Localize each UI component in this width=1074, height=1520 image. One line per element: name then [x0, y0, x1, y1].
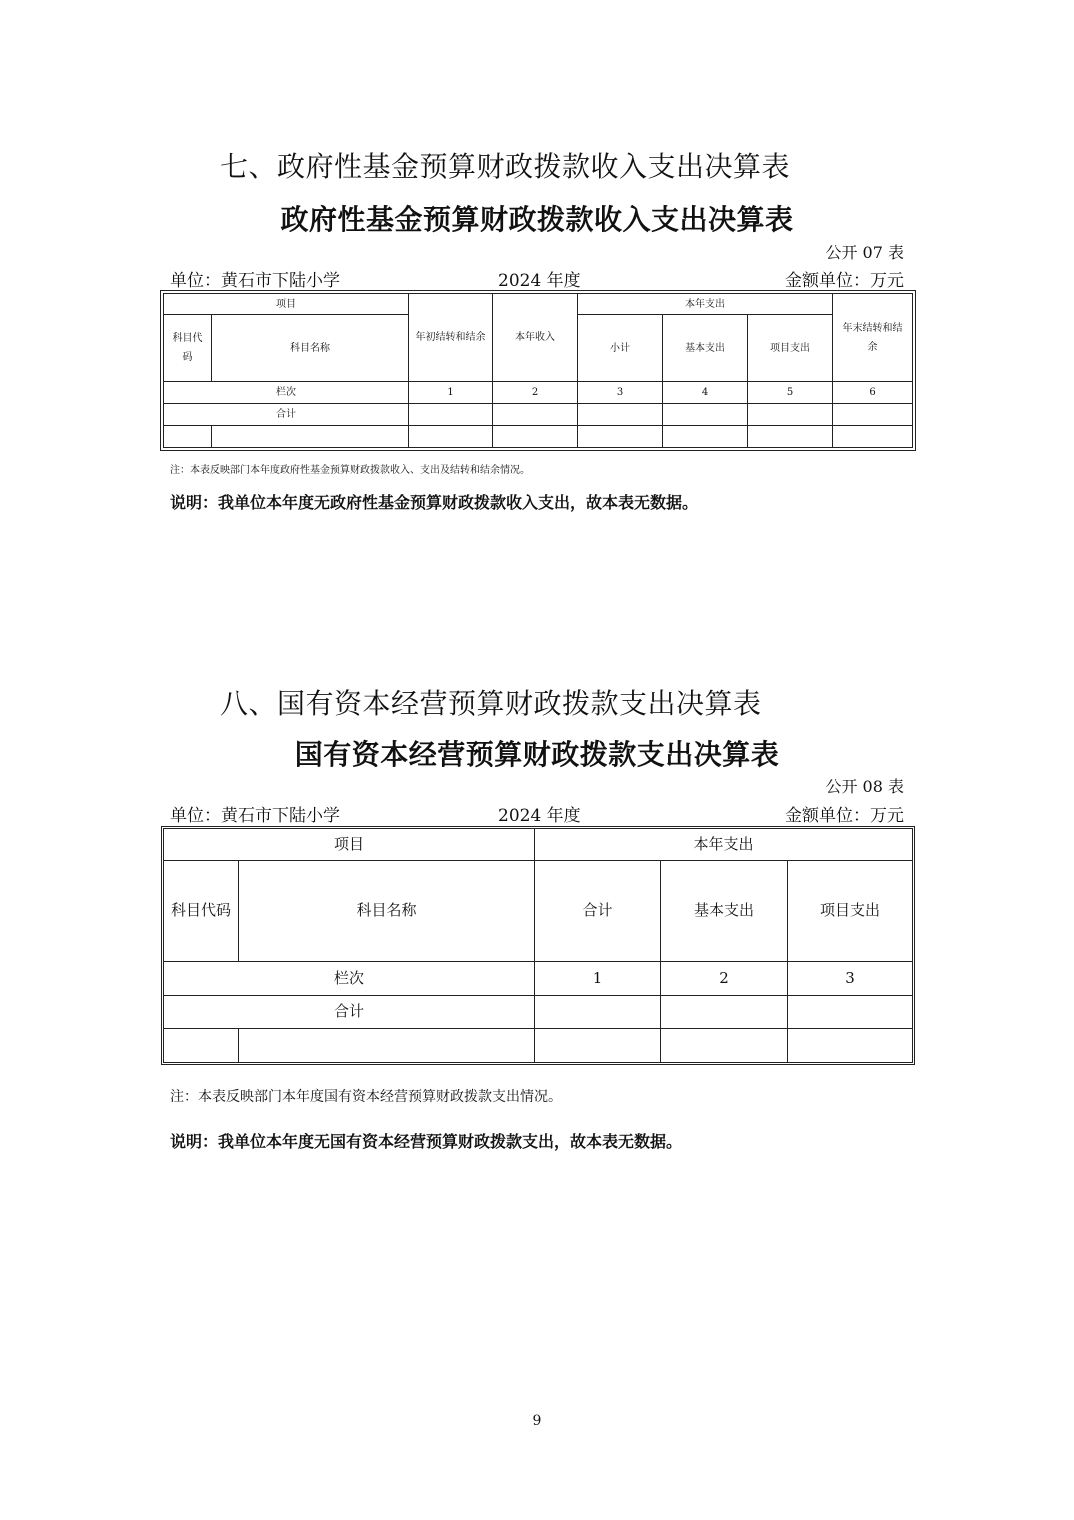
table-row [164, 1029, 913, 1063]
header-subject-name: 科目名称 [212, 315, 409, 382]
table-8-code: 公开 08 表 [825, 777, 904, 796]
data-cell [833, 404, 913, 426]
row-index-label: 栏次 [164, 962, 535, 996]
page-number: 9 [532, 1413, 542, 1429]
header-subject-code: 科目代码 [164, 315, 212, 382]
data-cell [164, 1029, 239, 1063]
table-7-explanation: 说明：我单位本年度无政府性基金预算财政拨款收入支出，故本表无数据。 [170, 493, 699, 512]
data-cell [663, 404, 748, 426]
table-8-note: 注：本表反映部门本年度国有资本经营预算财政拨款支出情况。 [170, 1089, 562, 1105]
table-8-currency: 金额单位：万元 [785, 806, 904, 826]
index-cell: 6 [833, 382, 913, 404]
table-7-code: 公开 07 表 [825, 243, 904, 262]
table-row [164, 962, 913, 996]
index-cell: 4 [663, 382, 748, 404]
data-cell [409, 404, 493, 426]
header-expense: 本年支出 [535, 829, 913, 861]
index-cell: 3 [788, 962, 913, 996]
header-project-expense: 项目支出 [748, 315, 833, 382]
header-expense: 本年支出 [578, 294, 833, 315]
data-cell [493, 404, 578, 426]
index-cell: 2 [493, 382, 578, 404]
header-basic-expense: 基本支出 [661, 861, 788, 962]
section-8-heading: 八、国有资本经营预算财政拨款支出决算表 [220, 687, 762, 720]
data-cell [788, 1029, 913, 1063]
table-7 [163, 293, 913, 448]
table-7-note: 注：本表反映部门本年度政府性基金预算财政拨款收入、支出及结转和结余情况。 [170, 465, 530, 476]
row-total-label: 合计 [164, 996, 535, 1029]
table-7-year: 2024 年度 [498, 271, 581, 291]
header-item: 项目 [164, 294, 409, 315]
header-total: 合计 [535, 861, 661, 962]
table-row [164, 996, 913, 1029]
table-8 [163, 828, 913, 1063]
table-8-title: 国有资本经营预算财政拨款支出决算表 [294, 738, 780, 771]
header-income: 本年收入 [493, 294, 578, 382]
header-subject-code: 科目代码 [164, 861, 239, 962]
data-cell [748, 426, 833, 448]
data-cell [661, 1029, 788, 1063]
data-cell [748, 404, 833, 426]
data-cell [409, 426, 493, 448]
row-total-label: 合计 [164, 404, 409, 426]
data-cell [164, 426, 212, 448]
row-index-label: 栏次 [164, 382, 409, 404]
header-end-balance: 年末结转和结余 [833, 294, 913, 382]
table-row [164, 426, 913, 448]
data-cell [578, 404, 663, 426]
index-cell: 1 [409, 382, 493, 404]
data-cell [661, 996, 788, 1029]
data-cell [212, 426, 409, 448]
header-project-expense: 项目支出 [788, 861, 913, 962]
data-cell [788, 996, 913, 1029]
header-begin-balance: 年初结转和结余 [409, 294, 493, 382]
table-8-year: 2024 年度 [498, 806, 581, 826]
data-cell [493, 426, 578, 448]
table-7-currency: 金额单位：万元 [785, 271, 904, 291]
index-cell: 1 [535, 962, 661, 996]
header-subject-name: 科目名称 [239, 861, 535, 962]
data-cell [535, 996, 661, 1029]
table-row [164, 404, 913, 426]
index-cell: 5 [748, 382, 833, 404]
data-cell [663, 426, 748, 448]
table-8-unit: 单位：黄石市下陆小学 [170, 806, 340, 826]
index-cell: 3 [578, 382, 663, 404]
header-subtotal: 小计 [578, 315, 663, 382]
data-cell [833, 426, 913, 448]
data-cell [535, 1029, 661, 1063]
header-basic-expense: 基本支出 [663, 315, 748, 382]
section-7-heading: 七、政府性基金预算财政拨款收入支出决算表 [220, 150, 791, 183]
data-cell [239, 1029, 535, 1063]
table-7-unit: 单位：黄石市下陆小学 [170, 271, 340, 291]
index-cell: 2 [661, 962, 788, 996]
table-8-explanation: 说明：我单位本年度无国有资本经营预算财政拨款支出，故本表无数据。 [170, 1132, 683, 1151]
data-cell [578, 426, 663, 448]
table-row [164, 382, 913, 404]
table-7-title: 政府性基金预算财政拨款收入支出决算表 [280, 203, 794, 236]
header-item: 项目 [164, 829, 535, 861]
